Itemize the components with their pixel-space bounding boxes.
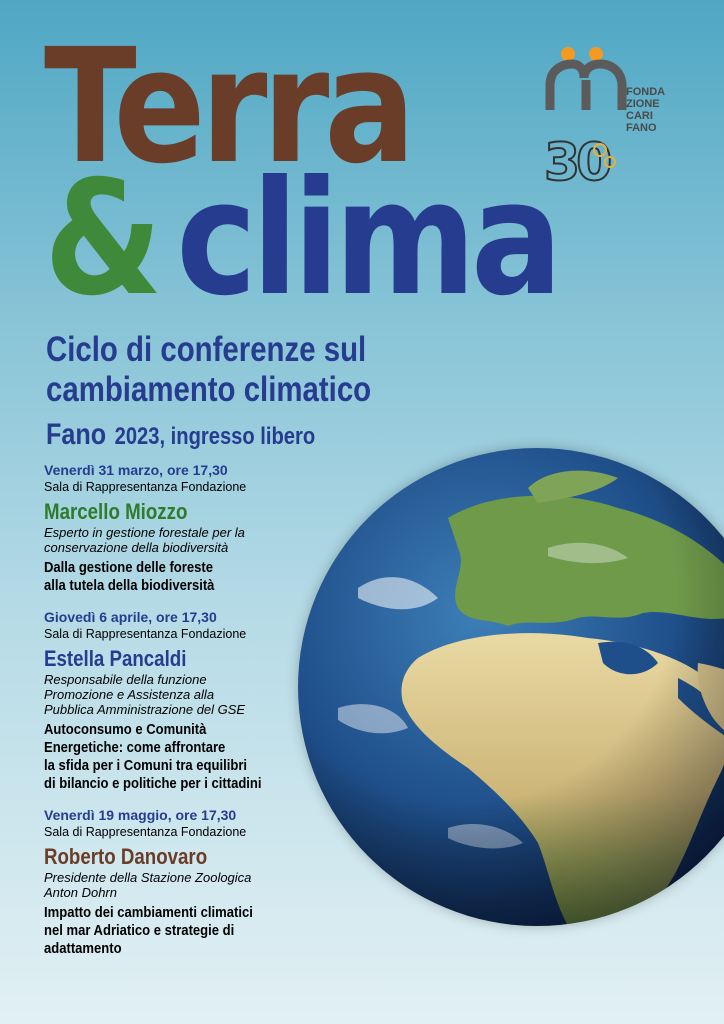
- role-line: Promozione e Assistenza alla: [44, 687, 215, 702]
- role-line: Anton Dohrn: [44, 885, 117, 900]
- event-venue: Sala di Rappresentanza Fondazione: [44, 480, 247, 494]
- location-city: Fano: [46, 418, 107, 451]
- talk-line: la sfida per i Comuni tra equilibri: [44, 758, 248, 774]
- earth-globe-image: [298, 448, 724, 926]
- title-row-clima: [44, 147, 558, 331]
- talk-line: Autoconsumo e Comunità: [44, 722, 207, 738]
- role-line: Responsabile della funzione: [44, 672, 207, 687]
- event-venue: Sala di Rappresentanza Fondazione: [44, 825, 247, 839]
- event-speaker-role: [44, 525, 334, 555]
- title-ampersand: &: [44, 147, 158, 331]
- fondazione-carifano-logo: [540, 40, 670, 193]
- logo-anniversary-number: 30: [544, 133, 609, 193]
- talk-line: alla tutela della biodiversità: [44, 578, 215, 594]
- event-list: [44, 462, 334, 972]
- location-line: [46, 418, 315, 452]
- location-info: 2023, ingresso libero: [114, 423, 316, 450]
- event-speaker-role: [44, 870, 334, 900]
- talk-line: Energetiche: come affrontare: [44, 740, 226, 756]
- event-speaker: Roberto Danovaro: [44, 844, 208, 869]
- talk-line: Dalla gestione delle foreste: [44, 560, 213, 576]
- title-terra: Terra: [44, 15, 411, 199]
- subtitle-line-2: cambiamento climatico: [46, 370, 372, 409]
- logo-text-line-1: FONDA: [626, 86, 666, 98]
- role-line: Presidente della Stazione Zoologica: [44, 870, 252, 885]
- subtitle: [46, 330, 371, 410]
- talk-line: Impatto dei cambiamenti climatici: [44, 905, 253, 921]
- role-line: Pubblica Amministrazione del GSE: [44, 702, 246, 717]
- talk-line: di bilancio e politiche per i cittadini: [44, 776, 262, 792]
- event-speaker: Marcello Miozzo: [44, 499, 188, 524]
- role-line: conservazione della biodiversità: [44, 540, 229, 555]
- event-date: Venerdì 19 maggio, ore 17,30: [44, 807, 237, 823]
- event-talk-title: [44, 721, 305, 793]
- logo-text-line-2: ZIONE: [626, 98, 660, 110]
- event-item: [44, 807, 334, 958]
- subtitle-line-1: Ciclo di conferenze sul: [46, 330, 367, 369]
- logo-text-line-4: FANO: [626, 122, 657, 134]
- event-talk-title: [44, 904, 305, 958]
- event-item: [44, 462, 334, 595]
- event-talk-title: [44, 559, 305, 595]
- title-clima: clima: [176, 147, 558, 331]
- event-date: Venerdì 31 marzo, ore 17,30: [44, 462, 228, 478]
- talk-line: nel mar Adriatico e strategie di: [44, 923, 235, 939]
- event-date: Giovedì 6 aprile, ore 17,30: [44, 609, 217, 625]
- event-speaker: Estella Pancaldi: [44, 646, 187, 671]
- logo-text-line-3: CARI: [626, 110, 653, 122]
- talk-line: adattamento: [44, 941, 122, 957]
- event-venue: Sala di Rappresentanza Fondazione: [44, 627, 247, 641]
- event-item: [44, 609, 334, 793]
- event-speaker-role: [44, 672, 334, 717]
- role-line: Esperto in gestione forestale per la: [44, 525, 245, 540]
